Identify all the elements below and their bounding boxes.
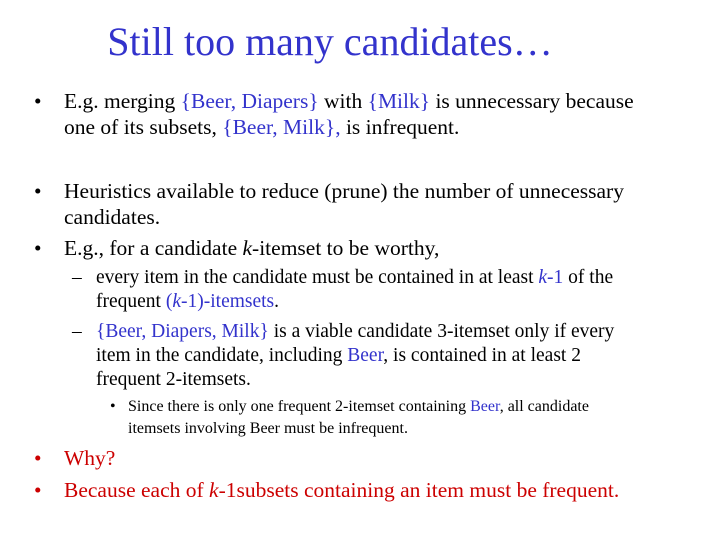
text-run: item in the candidate, including xyxy=(96,345,348,366)
subbullet-viable-line1 xyxy=(96,320,614,344)
subsubbullet-marker: • xyxy=(110,398,116,415)
itemset-beer-diapers: {Beer, Diapers} xyxy=(180,89,319,113)
text-run: Because each of xyxy=(64,478,210,502)
item-beer: Beer xyxy=(347,345,384,366)
bullet-marker: • xyxy=(34,236,42,260)
text-run: with xyxy=(318,89,368,113)
text-run: every item in the candidate must be contained in at least xyxy=(96,267,539,288)
subsubbullet-beer-line1 xyxy=(128,396,589,418)
text-run: E.g. merging xyxy=(64,89,181,113)
var-k: k xyxy=(172,291,181,312)
text-run: frequent xyxy=(96,291,166,312)
text-run: -1subsets containing an item must be frequent. xyxy=(218,478,620,502)
itemset-beer-milk: {Beer, Milk}, xyxy=(222,115,341,139)
var-k: k xyxy=(209,478,219,502)
subbullet-viable-line2 xyxy=(96,344,581,368)
bullet-heuristics-line2: candidates. xyxy=(64,205,161,229)
slide-title: Still too many candidates… xyxy=(107,19,553,64)
bullet-worthy-line1 xyxy=(64,235,439,261)
text-run: , is contained in at least 2 xyxy=(383,345,581,366)
var-k: k xyxy=(242,236,253,260)
bullet-marker: • xyxy=(34,478,42,502)
bullet-heuristics-line1: Heuristics available to reduce (prune) the number of unnecessary xyxy=(64,179,624,203)
text-run: is infrequent. xyxy=(340,115,460,139)
subbullet-marker-2: – xyxy=(72,321,82,342)
subbullet-every-item-line1 xyxy=(96,266,613,290)
text-run: -1 xyxy=(547,267,564,288)
text-run: is unnecessary because xyxy=(430,89,634,113)
text-run: is a viable candidate 3-itemset only if every xyxy=(268,321,615,342)
bullet-merging-line2 xyxy=(64,114,459,140)
itemset-milk: {Milk} xyxy=(367,89,431,113)
subbullet-viable-line3: frequent 2-itemsets. xyxy=(96,369,251,390)
bullet-merging-line1 xyxy=(64,88,634,114)
text-run: of the xyxy=(563,267,614,288)
itemset-beer-diapers-milk: {Beer, Diapers, Milk} xyxy=(96,321,269,342)
bullet-marker: • xyxy=(34,179,42,203)
text-run: one of its subsets, xyxy=(64,115,223,139)
subsubbullet-beer-line2: itemsets involving Beer must be infrequent. xyxy=(128,420,408,437)
bullet-marker: • xyxy=(34,446,42,470)
text-run: , all candidate xyxy=(499,398,589,415)
bullet-marker: • xyxy=(34,89,42,113)
item-beer: Beer xyxy=(470,398,500,415)
subbullet-every-item-line2 xyxy=(96,290,279,314)
text-run: E.g., for a candidate xyxy=(64,236,243,260)
bullet-because-text xyxy=(64,477,619,503)
bullet-why-text: Why? xyxy=(64,446,116,470)
text-run: . xyxy=(274,291,280,312)
text-run: -1)-itemsets xyxy=(181,291,275,312)
var-k: k xyxy=(538,267,548,288)
subbullet-marker-1: – xyxy=(72,267,82,288)
text-run: Since there is only one frequent 2-itemset containing xyxy=(128,398,471,415)
text-run: -itemset to be worthy, xyxy=(252,236,440,260)
text-run: ( xyxy=(165,291,173,312)
